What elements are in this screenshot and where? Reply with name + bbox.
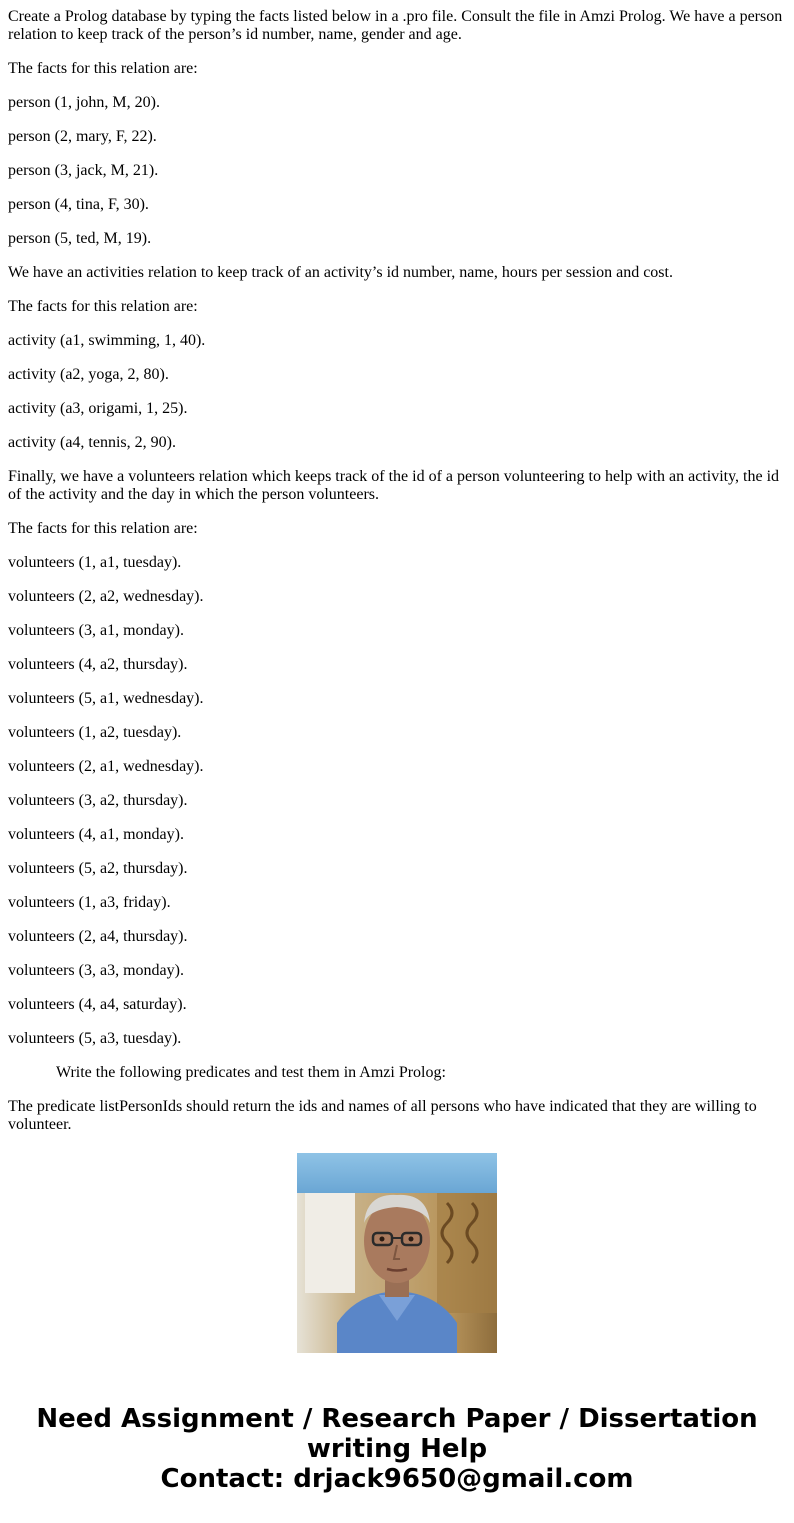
promo-headline: Need Assignment / Research Paper / Dissertation <box>36 1404 758 1434</box>
promo-contact: Contact: drjack9650@gmail.com <box>160 1464 634 1494</box>
paragraph: The facts for this relation are: <box>8 520 198 537</box>
fact-line: volunteers (5, a3, tuesday). <box>8 1030 182 1047</box>
fact-line: activity (a3, origami, 1, 25). <box>8 400 188 417</box>
fact-line: activity (a4, tennis, 2, 90). <box>8 434 176 451</box>
fact-line: volunteers (1, a2, tuesday). <box>8 724 182 741</box>
paragraph: The facts for this relation are: <box>8 298 198 315</box>
fact-line: volunteers (2, a2, wednesday). <box>8 588 204 605</box>
fact-line: person (4, tina, F, 30). <box>8 196 149 213</box>
fact-line: activity (a1, swimming, 1, 40). <box>8 332 206 349</box>
fact-line: volunteers (5, a2, thursday). <box>8 860 188 877</box>
fact-line: person (3, jack, M, 21). <box>8 162 159 179</box>
fact-line: volunteers (2, a4, thursday). <box>8 928 188 945</box>
fact-line: volunteers (3, a1, monday). <box>8 622 184 639</box>
promo-banner <box>0 1404 794 1494</box>
fact-line: volunteers (1, a3, friday). <box>8 894 171 911</box>
fact-line: volunteers (2, a1, wednesday). <box>8 758 204 775</box>
paragraph: The facts for this relation are: <box>8 60 198 77</box>
fact-line: person (2, mary, F, 22). <box>8 128 157 145</box>
fact-line: person (1, john, M, 20). <box>8 94 160 111</box>
avatar <box>297 1153 497 1353</box>
fact-line: volunteers (3, a2, thursday). <box>8 792 188 809</box>
fact-line: volunteers (4, a1, monday). <box>8 826 184 843</box>
fact-line: volunteers (5, a1, wednesday). <box>8 690 204 707</box>
paragraph: The predicate listPersonIds should return the ids and names of all persons who have indicated that they are willing to volunteer. <box>8 1098 757 1133</box>
fact-line: volunteers (3, a3, monday). <box>8 962 184 979</box>
paragraph: Create a Prolog database by typing the facts listed below in a .pro file. Consult the file in Amzi Prolog. We have a person relation to keep track of the person’s id number, name, gender and age. <box>8 8 783 43</box>
instruction-paragraph: Write the following predicates and test them in Amzi Prolog: <box>56 1064 446 1081</box>
fact-line: volunteers (1, a1, tuesday). <box>8 554 182 571</box>
fact-line: person (5, ted, M, 19). <box>8 230 152 247</box>
question-text <box>8 8 786 1133</box>
promo-subline: writing Help <box>306 1434 488 1464</box>
paragraph: We have an activities relation to keep track of an activity’s id number, name, hours per session and cost. <box>8 264 673 281</box>
fact-line: volunteers (4, a4, saturday). <box>8 996 187 1013</box>
fact-line: volunteers (4, a2, thursday). <box>8 656 188 673</box>
avatar-photo <box>297 1153 497 1353</box>
fact-line: activity (a2, yoga, 2, 80). <box>8 366 169 383</box>
paragraph: Finally, we have a volunteers relation which keeps track of the id of a person volunteering to help with an activity, the id of the activity and the day in which the person volunteers. <box>8 468 780 503</box>
